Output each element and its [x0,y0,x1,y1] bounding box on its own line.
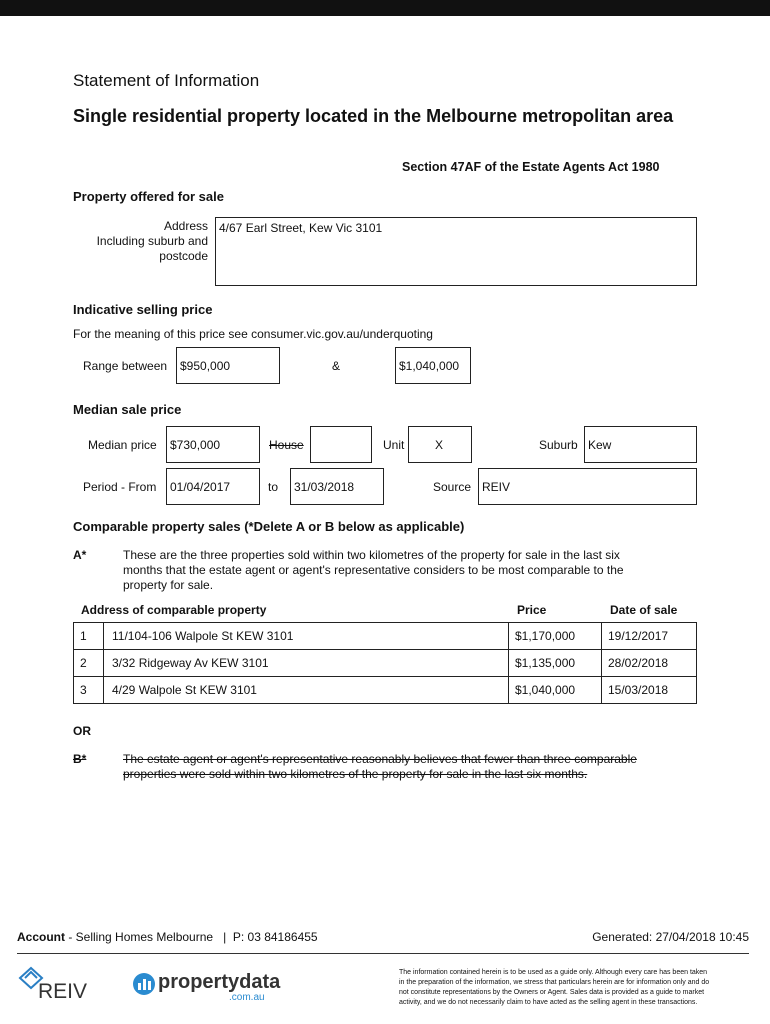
option-b-marker: B* [73,752,87,766]
unit-field[interactable]: X [408,426,472,463]
row-number: 1 [74,623,104,650]
reiv-logo [18,966,98,1006]
propertydata-logo-text: propertydata [158,971,281,993]
period-from-field[interactable]: 01/04/2017 [166,468,260,505]
row-price: $1,040,000 [509,677,602,704]
propertydata-logo-domain: .com.au [229,992,265,1003]
propertydata-logo [132,970,281,1006]
indicative-section-title: Indicative selling price [73,302,213,317]
table-row [74,650,697,677]
or-label: OR [73,724,91,738]
column-price: Price [517,603,547,617]
range-separator: & [332,359,341,373]
comparable-sales-table [73,622,697,704]
address-field[interactable]: 4/67 Earl Street, Kew Vic 3101 [215,217,697,286]
median-price-field[interactable]: $730,000 [166,426,260,463]
document-title: Single residential property located in the Melbourne metropolitan area [73,106,674,126]
median-section-title: Median sale price [73,402,182,417]
comparable-section-title: Comparable property sales (*Delete A or B below as applicable) [73,519,465,534]
row-price: $1,135,000 [509,650,602,677]
median-price-label: Median price [88,438,157,452]
account-details: - Selling Homes Melbourne | P: 03 84186455 [65,930,318,944]
table-row [74,677,697,704]
document-heading: Statement of Information [73,71,260,90]
option-a-marker: A* [73,548,87,562]
column-date: Date of sale [610,603,678,617]
row-date: 28/02/2018 [602,650,697,677]
row-date: 15/03/2018 [602,677,697,704]
price-low-field[interactable]: $950,000 [176,347,280,384]
row-address: 4/29 Walpole St KEW 3101 [104,677,509,704]
reiv-logo-text: REIV [38,980,88,1003]
row-price: $1,170,000 [509,623,602,650]
house-field[interactable] [310,426,372,463]
source-label: Source [433,480,472,494]
option-a-text: These are the three properties sold within two kilometres of the property for sale in the last six months that the estate agent or agent's representative considers to be most comparable to the property for sale. [123,548,624,592]
row-number: 2 [74,650,104,677]
period-label: Period - From [83,480,157,494]
period-to-field[interactable]: 31/03/2018 [290,468,384,505]
suburb-label: Suburb [539,438,578,452]
row-address: 11/104-106 Walpole St KEW 3101 [104,623,509,650]
account-label: Account [17,930,65,944]
period-to-label: to [268,480,279,494]
property-section-title: Property offered for sale [73,189,224,204]
propertydata-logo-icon [132,972,156,996]
house-label: House [269,438,304,452]
underquoting-note: For the meaning of this price see consumer.vic.gov.au/underquoting [73,327,433,341]
unit-label: Unit [383,438,405,452]
source-field[interactable]: REIV [478,468,697,505]
row-number: 3 [74,677,104,704]
price-high-field[interactable]: $1,040,000 [395,347,471,384]
footer-divider [17,953,749,954]
account-line [17,930,318,944]
table-row [74,623,697,650]
top-bar [0,0,770,16]
row-date: 19/12/2017 [602,623,697,650]
row-address: 3/32 Ridgeway Av KEW 3101 [104,650,509,677]
suburb-field[interactable]: Kew [584,426,697,463]
disclaimer-text: The information contained herein is to be used as a guide only. Although every care has been taken in the preparation of the information, we stress that particulars herein are for information only and do not constitute representations by the Owners or Agent. Sales data is provided as a guide to market activity, and we do not necessarily claim to have acted as the selling agent in these transactions. [399,969,710,1006]
column-address: Address of comparable property [81,603,267,617]
act-reference: Section 47AF of the Estate Agents Act 1980 [402,160,660,174]
generated-timestamp: Generated: 27/04/2018 10:45 [592,930,749,944]
option-b-text: The estate agent or agent's representative reasonably believes that fewer than three comparable properties were sold within two kilometres of the property for sale in the last six months. [123,752,637,781]
address-label: Address Including suburb and postcode [96,219,208,263]
range-label: Range between [83,359,168,373]
